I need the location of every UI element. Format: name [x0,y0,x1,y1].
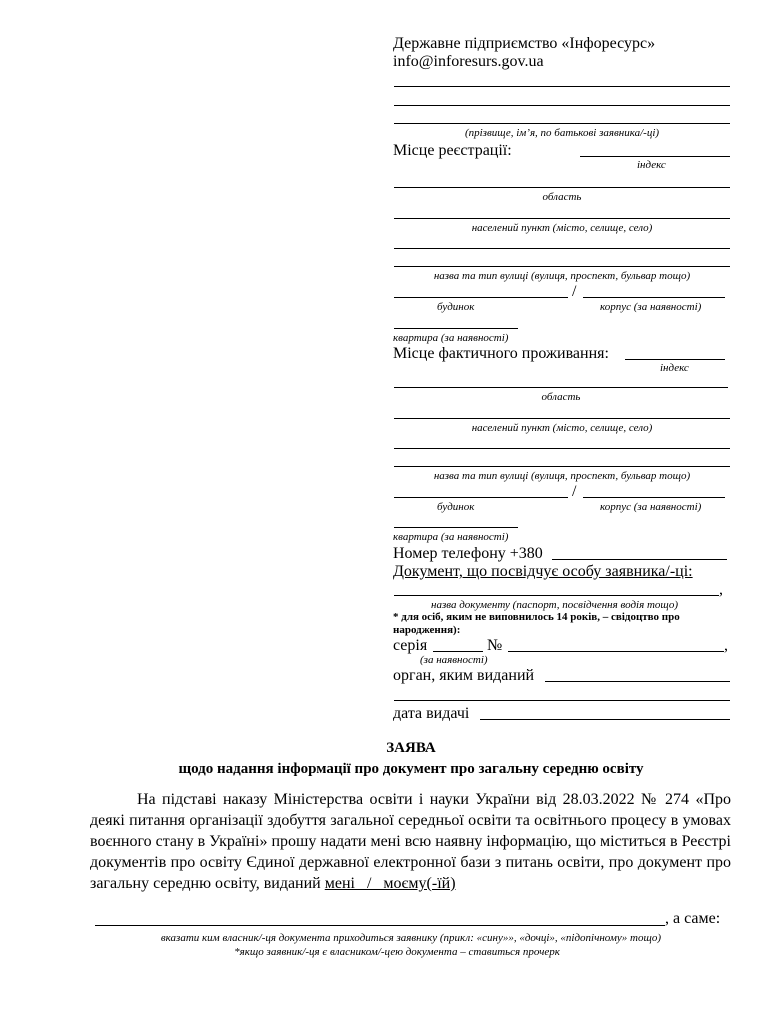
series-caption: (за наявності) [420,654,488,666]
registration-index-caption: індекс [637,159,666,171]
residence-street-line-2[interactable] [394,466,730,467]
registration-settlement-caption: населений пункт (місто, селище, село) [471,222,653,234]
residence-settlement-caption: населений пункт (місто, селище, село) [471,422,653,434]
residence-apartment-line[interactable] [394,527,518,528]
statement-title: ЗАЯВА [386,740,436,756]
issuer-input-line-2[interactable] [394,700,730,701]
number-comma: , [724,637,728,654]
residence-street-line-1[interactable] [394,448,730,449]
id-document-heading: Документ, що посвідчує особу заявника/-ці: [393,563,693,580]
residence-region-line[interactable] [394,387,728,388]
id-document-name-caption: назва документу (паспорт, посвідчення водія тощо) [431,599,678,611]
registration-apartment-line[interactable] [394,328,518,329]
residence-region-caption: область [541,391,581,403]
applicant-name-line-3[interactable] [394,123,730,124]
registration-building-line[interactable] [394,297,568,298]
number-label: № [487,637,503,654]
id-document-minor-note: * для осіб, яким не виповнилось 14 років, – свідоцтво про народження): [393,611,680,636]
registration-label: Місце реєстрації: [393,142,512,159]
issue-date-input-line[interactable] [480,719,730,720]
statement-body-text: На підставі наказу Міністерства освіти і науки України від 28.03.2022 № 274 «Про деякі питання організації здобуття загальної середньої освіти та освітнього процесу в умовах воєнного стану в Україні» прошу надати мені всю наявну інформацію, що міститься в Реєстрі документів про освіту Єдиної державної електронної бази з питань освіти, про документ про загальну середню освіту, виданий [90,791,731,892]
registration-street-line-2[interactable] [394,266,730,267]
residence-korpus-line[interactable] [583,497,725,498]
phone-label: Номер телефону +380 [393,545,543,562]
issue-date-label: дата видачі [393,705,470,722]
relationship-caption: вказати ким власник/-ця документа приходиться заявнику (прикл: «сину»», «дочці», «підопічному» тощо) [160,932,662,944]
phone-number-line[interactable] [552,559,727,560]
registration-street-caption: назва та тип вулиці (вулиця, проспект, бульвар тощо) [433,270,691,282]
statement-subtitle: щодо надання інформації про документ про загальну середню освіту [178,761,644,777]
relationship-note: *якщо заявник/-ця є власником/-цею документа – ставиться прочерк [234,946,560,958]
registration-slash: / [572,283,577,300]
residence-building-line[interactable] [394,497,568,498]
applicant-name-line-2[interactable] [394,105,730,106]
applicant-name-caption: (прізвище, ім’я, по батькові заявника/-ці) [464,127,660,139]
series-label: серія [393,637,428,654]
registration-index-line[interactable] [580,156,730,157]
residence-korpus-caption: корпус (за наявності) [600,501,702,513]
id-document-comma: , [719,581,723,598]
registration-region-caption: область [542,191,582,203]
issuer-input-line-1[interactable] [545,681,730,682]
series-input-line[interactable] [433,651,483,652]
residence-slash: / [572,483,577,500]
statement-tail: , а саме: [665,910,721,927]
residence-building-caption: будинок [437,501,475,513]
statement-body-choice: мені / моєму(-їй) [324,875,456,892]
registration-building-caption: будинок [437,301,475,313]
registration-korpus-line[interactable] [583,297,725,298]
issuer-label: орган, яким виданий [393,667,535,684]
residence-label: Місце фактичного проживання: [393,345,609,362]
number-input-line[interactable] [508,651,724,652]
applicant-name-line-1[interactable] [394,86,730,87]
registration-korpus-caption: корпус (за наявності) [600,301,702,313]
residence-apartment-caption: квартира (за наявності) [393,531,509,543]
registration-apartment-caption: квартира (за наявності) [393,332,509,344]
recipient-email: info@inforesurs.gov.ua [393,53,544,70]
recipient-org: Державне підприємство «Інфоресурс» [393,35,656,52]
relationship-input-line[interactable] [95,925,665,926]
residence-index-caption: індекс [660,362,689,374]
id-document-name-line[interactable] [394,595,719,596]
statement-body [90,789,731,894]
residence-settlement-line[interactable] [394,418,730,419]
residence-street-caption: назва та тип вулиці (вулиця, проспект, бульвар тощо) [433,470,691,482]
registration-street-line-1[interactable] [394,248,730,249]
registration-settlement-line[interactable] [394,218,730,219]
registration-region-line[interactable] [394,187,730,188]
residence-index-line[interactable] [625,359,725,360]
